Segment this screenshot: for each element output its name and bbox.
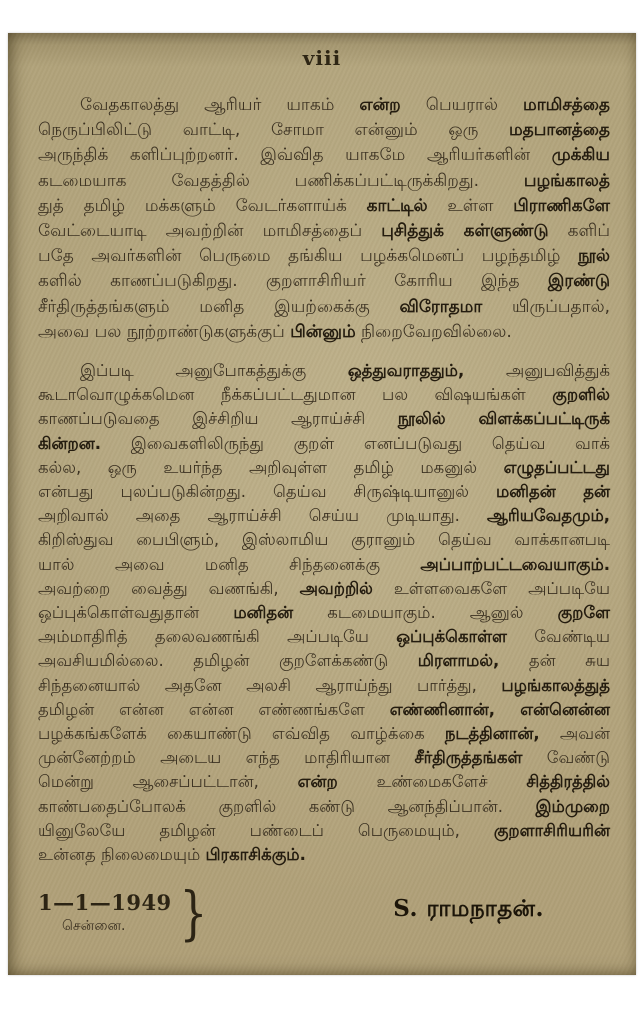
text-line: இப்படி அனுபோகத்துக்கு ஒத்துவராததும், அனுபவித்துக் [80,361,610,381]
text-line: காணப்படுவதை இச்சிறிய ஆராய்ச்சி நூலில் விளக்கப்பட்டிருக் [38,409,610,429]
text-line: கடமையாக வேதத்தில் பணிக்கப்பட்டிருக்கிறது. பழங்காலத் [38,170,610,191]
text-line: சிந்தனையால் அதனே அலசி ஆராய்ந்து பார்த்து, பழங்காலத்துத் [38,675,610,695]
text-line: பழக்கங்களேக் கையாண்டு எவ்வித வாழ்க்கை நடத்தினான், அவன் [38,724,610,744]
text-line: சீர்திருத்தங்களும் மனித இயற்கைக்கு விரோதமா யிருப்பதால், [38,296,610,317]
text-line: கூடாவொழுக்கமென நீக்கப்பட்டதுமான பல விஷயங்கள் குறளில் [38,385,610,405]
text-line: தமிழன் என்ன என்ன எண்ணங்களே எண்ணினான், என்னென்ன [38,699,611,719]
text-line: யினுலேயே தமிழன் பண்டைப் பெருமையும், குறளாசிரியரின் [38,820,610,840]
text-line: அவை பல நூற்றாண்டுகளுக்குப் பின்னும் நிறைவேறவில்லை. [38,321,512,342]
text-line: அம்மாதிரித் தலைவணங்கி அப்படியே ஒப்புக்கொள்ள வேண்டிய [38,627,610,647]
text-line: ஒப்புக்கொள்வதுதான் மனிதன் கடமையாகும். ஆனுல் குறளே [38,603,610,623]
footer [38,879,610,948]
paragraph-1 [38,93,610,345]
paragraph-2 [38,359,610,867]
text-line: முன்னேற்றம் அடைய எந்த மாதிரியான சீர்திருத்தங்கள் வேண்டு [38,748,610,768]
text-line: யால் அவை மனித சிந்தனைக்கு அப்பாற்பட்டவையாகும். [38,554,610,574]
text-line: வேதகாலத்து ஆரியர் யாகம் என்ற பெயரால் மாமிசத்தை [80,95,610,115]
text-line: அருந்திக் களிப்புற்றனர். இவ்வித யாகமே ஆரியர்களின் முக்கிய [38,145,610,166]
text-line: களில் காணப்படுகிறது. குறளாசிரியர் கோரிய இந்த இரண்டு [38,271,610,292]
text-line: கிறிஸ்துவ பைபிளும், இஸ்லாமிய குரானும் தெய்வ வாக்கானபடி [38,530,610,550]
text-line: கின்றன. இவைகளிலிருந்து குறள் எனப்படுவது தெய்வ வாக் [38,433,610,453]
book-page [8,33,636,975]
date-place-block [38,879,212,948]
text-line: மென்று ஆசைப்பட்டான், என்ற உண்மைகளேச் சித்திரத்தில் [38,772,610,792]
page-number: viii [302,46,342,70]
text-line: அவசியமில்லை. தமிழன் குறளேக்கண்டு மிரளாமல், தன் சுய [38,651,610,671]
page-content [38,93,611,948]
text-line: துத் தமிழ் மக்களும் வேடர்களாய்க் காட்டில் உள்ள பிராணிகளே [38,195,610,216]
place-name: சென்னை. [62,918,126,935]
text-line: அறிவால் அதை ஆராய்ச்சி செய்ய முடியாது. ஆரியவேதமும், [38,506,610,526]
curly-brace-glyph: } [179,879,207,948]
date-place-text [38,890,172,936]
text-line: நெருப்பிலிட்டு வாட்டி, சோமா என்னும் ஒரு மதபானத்தை [38,120,610,141]
publication-date: 1—1—1949 [38,890,172,916]
text-line: என்பது புலப்படுகின்றது. தெய்வ சிருஷ்டியானுல் மனிதன் தன் [38,482,610,502]
author-signature: S. ராமநாதன். [393,895,544,923]
text-line: காண்பதைப்போலக் குறளில் கண்டு ஆனந்திப்பான். இம்முறை [38,796,610,816]
text-line: வேட்டையாடி அவற்றின் மாமிசத்தைப் புசித்துக் கள்ளுண்டு களிப் [38,221,610,242]
text-line: அவற்றை வைத்து வணங்கி, அவற்றில் உள்ளவைகளே அப்படியே [38,578,611,598]
text-line: கல்ல, ஒரு உயர்ந்த அறிவுள்ள தமிழ் மகனுல் எழுதப்பட்டது [38,457,610,477]
text-line: பதே அவர்களின் பெருமை தங்கிய பழக்கமெனப் பழந்தமிழ் நூல் [38,246,610,267]
text-line: உன்னத நிலைமையும் பிரகாசிக்கும். [38,845,306,865]
